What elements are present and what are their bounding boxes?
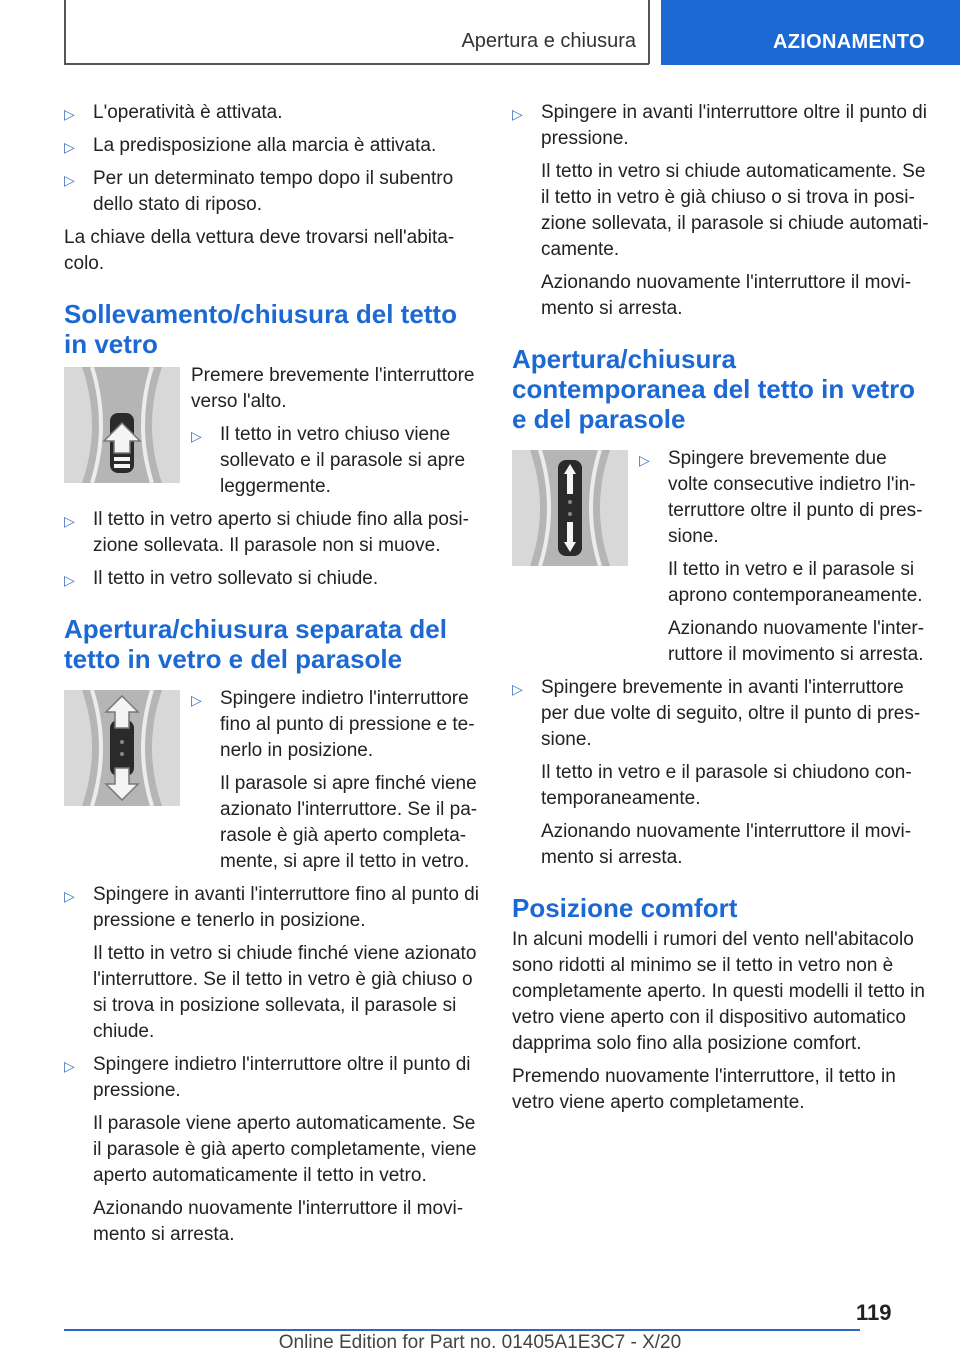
section-heading-simultaneous: Apertura/chiusura contemporanea del tetto in vetro e del parasole	[512, 344, 916, 434]
figure-block	[64, 686, 482, 875]
section-heading-separate: Apertura/chiusura separata del tetto in vetro e del parasole	[64, 614, 447, 674]
header-chapter-tab: AZIONAMENTO	[661, 0, 960, 65]
switch-double-figure	[512, 450, 628, 566]
bullet-triangle-icon: ▷	[64, 888, 75, 904]
list-item: ▷ Spingere indietro l'interruttore fino al punto di pressione e tenerlo in posizione. Il parasole si apre finché viene azionato l'interruttore. Se il parasole è già aperto completamente, si apre il tetto in vetro.	[191, 688, 478, 872]
bullet-triangle-icon: ▷	[64, 139, 75, 155]
section-heading-comfort: Posizione comfort	[512, 893, 738, 923]
list-item: ▷ Spingere in avanti l'interruttore oltre il punto di pressione. Il tetto in vetro si chiude automaticamente. Se il tetto in vetro è già chiuso o si trova in posizione sollevata, il parasole si chiude automaticamente. Azionando nuovamente l'interruttore il movimento si arresta.	[512, 102, 929, 319]
list-item: ▷ La predisposizione alla marcia è attivata.	[64, 133, 482, 159]
bullet-triangle-icon: ▷	[64, 513, 75, 529]
footer-divider	[64, 1329, 860, 1331]
figure-block: Premere brevemente l'interruttore verso l'alto. ▷ Il tetto in vetro chiuso viene sollevato e il parasole si apre leggermente.	[64, 363, 482, 500]
header-divider-bottom	[64, 63, 649, 65]
bullet-triangle-icon: ▷	[64, 172, 75, 188]
bullet-triangle-icon: ▷	[512, 681, 523, 697]
list-item: ▷ Spingere brevemente in avanti l'interruttore per due volte di seguito, oltre il punto di pressione. Il tetto in vetro e il parasole si chiudono contemporaneamente. Azionando nuovamente l'interruttore il movimento si arresta.	[512, 677, 921, 868]
list-item: ▷ Spingere in avanti l'interruttore fino al punto di pressione e tenerlo in posizione. Il tetto in vetro si chiude finché viene azionato l'interruttore. Se il tetto in vetro è già chiuso o si trova in posizione sollevata, il parasole si chiude.	[64, 884, 479, 1042]
page-number: 119	[856, 1300, 892, 1325]
section-heading-lift-close: Sollevamento/chiusura del tetto in vetro	[64, 299, 457, 359]
bullet-triangle-icon: ▷	[64, 106, 75, 122]
bullet-triangle-icon: ▷	[191, 428, 202, 444]
list-item: ▷ Spingere indietro l'interruttore oltre il punto di pressione. Il parasole viene aperto automaticamente. Se il parasole è già aperto completamente, viene aperto automaticamente il tetto in vetro. Azionando nuovamente l'interruttore il movimento si arresta.	[64, 1054, 477, 1245]
figure-block	[512, 446, 930, 668]
list-item: ▷ Il tetto in vetro sollevato si chiude.	[64, 566, 482, 592]
left-column	[64, 100, 482, 1255]
bullet-triangle-icon: ▷	[191, 692, 202, 708]
footer-edition: Online Edition for Part no. 01405A1E3C7 - X/20	[278, 1332, 682, 1353]
switch-updown-figure	[64, 690, 180, 806]
header-divider-mid	[648, 0, 650, 64]
header-divider-left	[64, 0, 66, 64]
bullet-triangle-icon: ▷	[512, 106, 523, 122]
bullet-triangle-icon: ▷	[64, 572, 75, 588]
list-item: ▷ Per un determinato tempo dopo il subentro dello stato di riposo.	[64, 168, 454, 215]
list-item: ▷ Il tetto in vetro chiuso viene sollevato e il parasole si apre leggermente.	[191, 424, 466, 497]
header-section-title: Apertura e chiusura	[461, 30, 636, 52]
switch-up-figure	[64, 367, 180, 483]
key-note: La chiave della vettura deve trovarsi nell'abitacolo.	[64, 227, 455, 274]
bullet-triangle-icon: ▷	[64, 1058, 75, 1074]
right-column: ▷ Spingere in avanti l'interruttore oltre il punto di pressione. Il tetto in vetro si chiude automaticamente. Se il tetto in vetro è già chiuso o si trova in posizione sollevata, il parasole si chiude automaticamente. Azionando nuovamente l'interruttore il movimento si arresta. Apertura/chiusura contemporanea del tetto in vetro e del parasole ▷ Spingere brevemente due volte consecutive indietro l'interruttore oltre il punto di pressione. Il tetto in vetro e il parasole si aprono contemporaneamente. Azionando nuovamente l'interruttore il movimento si arresta. ▷ Spingere brevemente in avanti l'interruttore per due volte di seguito, oltre il punto di pressione. Il tetto in vetro e il parasole si chiudono contemporaneamente. Azionando nuovamente l'interruttore il movimento si arresta. Posizione comfort In alcuni modelli i rumori del vento nell'abitacolo sono ridotti al minimo se il tetto in vetro non è completamente aperto. In questi modelli il tetto in vetro viene aperto con il dispositivo automatico dapprima solo fino alla posizione comfort. Premendo nuovamente l'interruttore, il tetto in vetro viene aperto completamente.	[512, 102, 929, 1113]
list-item: ▷ L'operatività è attivata.	[64, 100, 482, 126]
bullet-triangle-icon: ▷	[639, 452, 650, 468]
list-item: ▷ Il tetto in vetro aperto si chiude fino alla posizione sollevata. Il parasole non si muove.	[64, 509, 469, 556]
list-item: ▷ Spingere brevemente due volte consecutive indietro l'interruttore oltre il punto di pressione. Il tetto in vetro e il parasole si aprono contemporaneamente. Azionando nuovamente l'interruttore il movimento si arresta.	[639, 448, 925, 665]
